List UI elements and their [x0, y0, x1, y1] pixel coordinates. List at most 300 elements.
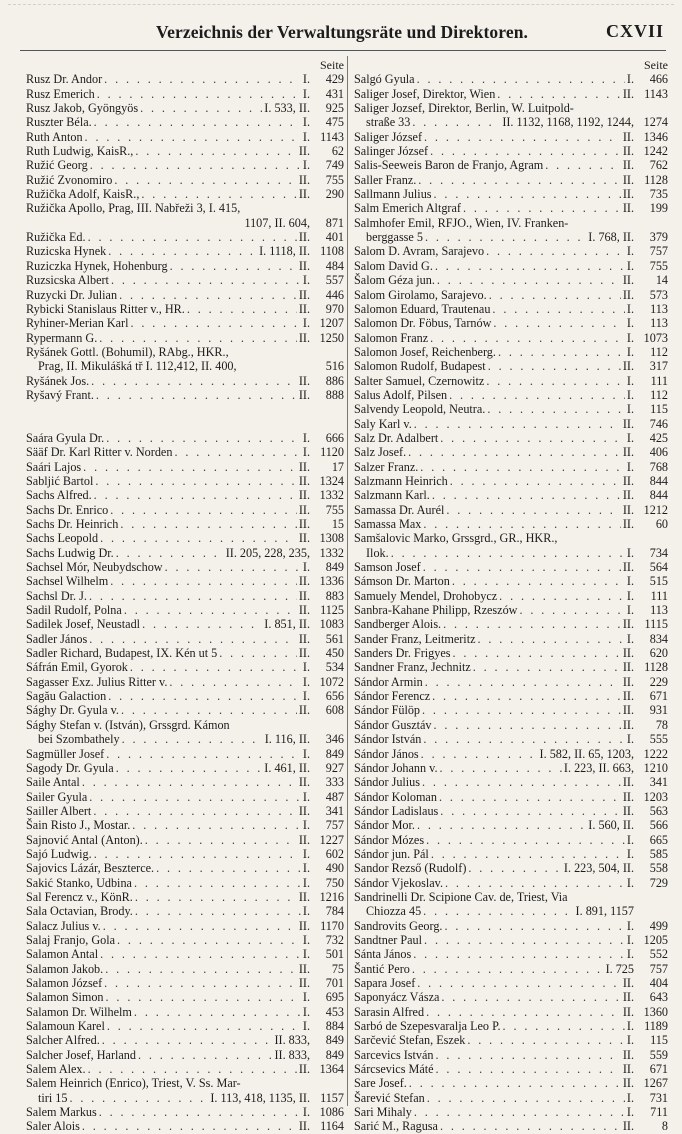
entry-name: Salaj Franjo, Gola: [26, 932, 116, 947]
entry-volume-ref: II.: [298, 287, 310, 302]
entry-volume-ref: II.: [298, 976, 310, 990]
index-entry: [26, 331, 344, 345]
entry-name: Sandner Franz, Jechnitz: [354, 660, 471, 675]
index-entry: [26, 259, 344, 273]
entry-volume-ref: I.: [302, 430, 310, 445]
index-entry: [354, 1105, 668, 1119]
entry-volume-ref: II.: [298, 1062, 310, 1077]
leader-dots: [422, 775, 621, 789]
entry-page: 466: [649, 72, 668, 87]
entry-volume-ref: I.: [302, 1105, 310, 1120]
leader-dots: [467, 1033, 625, 1047]
leader-dots: [452, 574, 625, 588]
leader-dots: [414, 1105, 625, 1119]
leader-dots: [519, 603, 624, 617]
entry-page: 1336: [319, 574, 344, 589]
entry-name: Sáfrán Emil, Gyorok: [26, 660, 128, 675]
entry-volume-ref: I.: [302, 86, 310, 101]
leader-dots: [99, 1105, 301, 1119]
leader-dots: [446, 503, 620, 517]
entry-volume-ref: I. 725: [605, 961, 634, 976]
leader-dots: [104, 976, 297, 990]
index-entry: [26, 589, 344, 603]
index-entry: [26, 703, 344, 717]
entry-name: Salamon Jakob.: [26, 961, 104, 976]
entry-page: 1143: [644, 86, 668, 101]
entry-volume-ref: I.: [626, 631, 634, 646]
entry-name: Salinger József: [354, 144, 429, 159]
index-entry: [354, 474, 668, 488]
entry-volume-ref: II.: [622, 473, 634, 488]
entry-name: Salacz Julius v.: [26, 918, 101, 933]
index-entry: [354, 130, 668, 144]
index-entry: [26, 1005, 344, 1019]
entry-volume-ref: II.: [298, 330, 310, 345]
entry-volume-ref: II.: [298, 646, 310, 661]
index-entry-continuation: [354, 230, 668, 244]
index-entry: [26, 158, 344, 172]
entry-name: Sajovics Lázár, Beszterce.: [26, 861, 155, 876]
index-entry: [26, 790, 344, 804]
entry-name: Sánta János: [354, 947, 412, 962]
index-entry: [26, 947, 344, 961]
entry-page: 557: [325, 273, 344, 288]
entry-volume-ref: I.: [302, 316, 310, 331]
index-entry: [354, 201, 668, 215]
index-entry: [26, 689, 344, 703]
header-rule: [20, 50, 666, 51]
entry-page: 757: [325, 818, 344, 833]
index-entry: [354, 431, 668, 445]
entry-volume-ref: I.: [302, 746, 310, 761]
entry-page: 849: [325, 1047, 344, 1062]
entry-page: 602: [325, 846, 344, 861]
leader-dots: [434, 718, 621, 732]
leader-dots: [116, 761, 263, 775]
index-entry: [26, 488, 344, 502]
index-entry: [354, 589, 668, 603]
entry-volume-ref: I.: [302, 875, 310, 890]
index-entry: [26, 718, 344, 732]
entry-volume-ref: II.: [622, 445, 634, 460]
entry-volume-ref: II.: [298, 775, 310, 790]
leader-dots: [488, 359, 621, 373]
entry-volume-ref: II. 205, 228, 235,: [225, 545, 310, 560]
index-entry: [354, 933, 668, 947]
index-entry: [26, 1119, 344, 1133]
entry-volume-ref: I. 113, 418, 1135, II.: [210, 1090, 310, 1105]
index-entry: [354, 503, 668, 517]
entry-volume-ref: I.: [626, 603, 634, 618]
right-column: [354, 58, 668, 1134]
entry-page: 115: [650, 402, 668, 417]
leader-dots: [95, 474, 296, 488]
index-entry: [26, 904, 344, 918]
index-entry: [26, 244, 344, 258]
entry-volume-ref: I.: [626, 932, 634, 947]
entry-volume-ref: II. 833,: [274, 1047, 310, 1062]
leader-dots: [436, 1048, 621, 1062]
entry-page: 515: [649, 574, 668, 589]
entry-page: 406: [649, 445, 668, 460]
entry-page: 665: [649, 832, 668, 847]
entry-name: Salamon Antal: [26, 947, 99, 962]
entry-page: 1346: [643, 129, 668, 144]
index-entry: [26, 574, 344, 588]
entry-volume-ref: II.: [298, 473, 310, 488]
index-entry: [354, 775, 668, 789]
entry-volume-ref: I. 1118, II.: [259, 244, 310, 259]
leader-dots: [444, 919, 624, 933]
leader-dots: [174, 445, 300, 459]
index-entry-continuation: [354, 115, 668, 129]
entry-volume-ref: II.: [622, 703, 634, 718]
index-entry: [354, 976, 668, 990]
leader-dots: [100, 947, 301, 961]
leader-dots: [116, 546, 224, 560]
entry-name: Salom David G.: [354, 258, 433, 273]
leader-dots: [493, 316, 625, 330]
entry-page: 446: [325, 287, 344, 302]
leader-dots: [423, 517, 620, 531]
index-entry-continuation: [354, 904, 668, 918]
entry-volume-ref: I.: [626, 846, 634, 861]
index-entry: [354, 675, 668, 689]
entry-name: Ruzicska Hynek: [26, 244, 107, 259]
entry-name: Samšalovic Marko, Grssgrd., GR., HKR.,: [354, 531, 558, 546]
entry-volume-ref: II.: [622, 287, 634, 302]
leader-dots: [432, 689, 621, 703]
entry-page: 113: [650, 603, 668, 618]
entry-page: 886: [325, 373, 344, 388]
entry-volume-ref: I.: [302, 115, 310, 130]
entry-volume-ref: I.: [626, 387, 634, 402]
index-entry: [26, 517, 344, 531]
entry-name: Salm Emerich Altgraf: [354, 201, 461, 216]
entry-page: 1203: [643, 789, 668, 804]
page-top-edge: [8, 4, 674, 13]
entry-name: Sandrinelli Dr. Scipione Cav. de, Triest, Via: [354, 889, 568, 904]
leader-dots: [114, 173, 297, 187]
entry-page: 111: [650, 588, 668, 603]
index-entry: [354, 689, 668, 703]
entry-name: Salem Heinrich (Enrico), Triest, V. Ss. Mar-: [26, 1076, 241, 1091]
entry-page: 732: [325, 932, 344, 947]
leader-dots: [439, 790, 621, 804]
entry-volume-ref: I.: [626, 1090, 634, 1105]
entry-name: Rusz Dr. Andor: [26, 72, 103, 87]
index-entry: [26, 1019, 344, 1033]
index-entry: [354, 187, 668, 201]
entry-name: Salamon Dr. Wilhelm: [26, 1004, 132, 1019]
entry-name: Šantić Pero: [354, 961, 410, 976]
leader-dots: [486, 244, 625, 258]
leader-dots: [423, 732, 625, 746]
entry-volume-ref: II.: [622, 646, 634, 661]
entry-page: 729: [649, 875, 668, 890]
entry-volume-ref: I. 533, II.: [264, 101, 310, 116]
entry-volume-ref: I.: [302, 158, 310, 173]
leader-dots: [99, 331, 297, 345]
right-entry-list: [354, 72, 668, 1133]
index-entry: [26, 115, 344, 129]
entry-page: 1170: [320, 918, 344, 933]
leader-dots: [121, 703, 297, 717]
leader-dots: [170, 259, 297, 273]
entry-name: Salis-Seeweis Baron de Franjo, Agram: [354, 158, 544, 173]
entry-volume-ref: I.: [626, 1033, 634, 1048]
entry-page: 1364: [319, 1062, 344, 1077]
index-entry: [26, 388, 344, 402]
entry-volume-ref: II.: [622, 976, 634, 990]
entry-page: 1267: [643, 1076, 668, 1091]
entry-volume-ref: I.: [626, 244, 634, 259]
entry-name: Ryšavý Frant.: [26, 387, 94, 402]
entry-page: 925: [325, 101, 344, 116]
entry-name: Salzmann Heinrich: [354, 473, 448, 488]
index-entry: [26, 660, 344, 674]
entry-name: Sagău Galaction: [26, 689, 107, 704]
leader-dots: [131, 316, 301, 330]
leader-dots: [440, 1119, 621, 1133]
leader-dots: [545, 158, 621, 172]
index-entry: [26, 431, 344, 445]
index-entry: [26, 316, 344, 330]
index-entry-continuation: [26, 1091, 344, 1105]
leader-dots: [435, 259, 625, 273]
leader-dots: [441, 990, 620, 1004]
entry-page: [634, 904, 668, 918]
entry-page: 484: [325, 258, 344, 273]
entry-name: Salcher Alfred.: [26, 1033, 100, 1048]
page-title: Verzeichnis der Verwaltungsräte und Direktoren.: [155, 22, 529, 42]
entry-page: 113: [650, 301, 668, 316]
entry-page: 1250: [319, 330, 344, 345]
entry-name: Sallmann Julius: [354, 187, 432, 202]
entry-page: 425: [649, 430, 668, 445]
leader-dots: [135, 904, 301, 918]
leader-dots: [468, 861, 562, 875]
entry-page: 643: [649, 990, 668, 1005]
entry-volume-ref: II.: [622, 416, 634, 431]
leader-dots: [452, 646, 620, 660]
entry-name: Rusz Emerich: [26, 86, 95, 101]
index-entry: [354, 345, 668, 359]
index-entry: [26, 646, 344, 660]
entry-name: Ruszter Béla.: [26, 115, 92, 130]
entry-name: Sachsl Dr. J.: [26, 588, 87, 603]
entry-volume-ref: I.: [626, 732, 634, 747]
entry-name: Sachs Dr. Heinrich: [26, 517, 119, 531]
entry-page: 1227: [319, 832, 344, 847]
entry-name: Sachs Alfred.: [26, 488, 92, 503]
index-entry: [26, 273, 344, 287]
leader-dots: [111, 273, 301, 287]
entry-name: tiri 15: [38, 1090, 68, 1105]
entry-name: Rusz Jakob, Gyöngyös: [26, 101, 139, 116]
entry-volume-ref: II.: [622, 775, 634, 790]
entry-volume-ref: I.: [302, 689, 310, 704]
entry-page: 849: [325, 560, 344, 575]
entry-name: Sághy Stefan v. (István), Grssgrd. Kámon: [26, 717, 230, 732]
entry-volume-ref: I.: [626, 574, 634, 589]
index-entry: [26, 187, 344, 201]
entry-page: 1108: [320, 244, 344, 259]
leader-dots: [430, 144, 621, 158]
index-entry: [354, 144, 668, 158]
entry-volume-ref: II.: [622, 187, 634, 202]
index-entry: [354, 990, 668, 1004]
entry-volume-ref: II.: [622, 201, 634, 216]
entry-name: Ružička Apollo, Prag, III. Nabřeži 3, I. 415,: [26, 201, 241, 216]
entry-volume-ref: I. 461, II.: [264, 760, 310, 775]
index-entry: [354, 1119, 668, 1133]
entry-page: [310, 345, 344, 359]
entry-name: straße 33: [366, 115, 411, 130]
leader-dots: [156, 861, 301, 875]
entry-page: 927: [325, 760, 344, 775]
leader-dots: [100, 531, 297, 545]
entry-name: Saliger Josef, Direktor, Wien: [354, 86, 496, 101]
entry-volume-ref: II.: [622, 144, 634, 159]
index-entry: [26, 761, 344, 775]
entry-volume-ref: II.: [298, 488, 310, 503]
leader-dots: [89, 589, 297, 603]
entry-volume-ref: I.: [302, 818, 310, 833]
entry-name: Sailler Albert: [26, 803, 92, 818]
entry-name: Sándor István: [354, 732, 422, 747]
entry-volume-ref: II.: [622, 689, 634, 704]
index-entry: [354, 374, 668, 388]
leader-dots: [97, 87, 301, 101]
entry-volume-ref: I.: [626, 1019, 634, 1034]
entry-page: 563: [649, 803, 668, 818]
entry-name: Sagmüller Josef: [26, 746, 105, 761]
leader-dots: [425, 230, 586, 244]
entry-page: 333: [325, 775, 344, 790]
leader-dots: [89, 790, 301, 804]
leader-dots: [108, 689, 301, 703]
leader-dots: [443, 617, 621, 631]
entry-volume-ref: II.: [298, 230, 310, 245]
index-entry: [354, 847, 668, 861]
entry-name: Ruzycki Dr. Julian: [26, 287, 118, 302]
entry-volume-ref: II.: [622, 359, 634, 374]
index-entry: [26, 861, 344, 875]
leader-dots: [88, 230, 297, 244]
entry-volume-ref: I.: [626, 258, 634, 273]
entry-page: 1210: [643, 760, 668, 775]
leader-dots: [122, 732, 263, 746]
entry-name: Salomon Eduard, Trautenau: [354, 301, 491, 316]
entry-name: Salz Josef.: [354, 445, 407, 460]
entry-name: Ilok.: [366, 545, 389, 560]
index-entry: [26, 933, 344, 947]
index-entry: [354, 1033, 668, 1047]
leader-dots: [498, 345, 625, 359]
entry-page: 734: [649, 545, 668, 560]
leader-dots: [422, 703, 621, 717]
leader-dots: [169, 675, 301, 689]
entry-name: Salomon Rudolf, Budapest: [354, 359, 486, 374]
index-entry: [354, 574, 668, 588]
entry-page: 749: [325, 158, 344, 173]
index-entry: [26, 302, 344, 316]
entry-volume-ref: I.: [626, 947, 634, 962]
entry-page: 1274: [643, 115, 668, 130]
index-entry: [354, 460, 668, 474]
entry-name: Salcher Josef, Harland: [26, 1047, 136, 1062]
index-entry: [354, 861, 668, 875]
entry-name: Salus Adolf, Pilsen: [354, 387, 448, 402]
entry-name: Sajó Ludwig.: [26, 846, 92, 861]
entry-volume-ref: I.: [626, 301, 634, 316]
entry-page: 671: [649, 1062, 668, 1077]
entry-page: 561: [325, 631, 344, 646]
entry-volume-ref: II.: [298, 918, 310, 933]
index-entry: [354, 617, 668, 631]
index-entry: [26, 976, 344, 990]
index-entry: [354, 890, 668, 904]
leader-dots: [426, 1005, 621, 1019]
entry-page: 555: [649, 732, 668, 747]
entry-volume-ref: I.: [626, 72, 634, 87]
leader-dots: [142, 617, 262, 631]
entry-name: Šain Risto J., Mostar.: [26, 818, 131, 833]
entry-page: 711: [650, 1105, 668, 1120]
leader-dots: [486, 374, 625, 388]
entry-name: Sadler János: [26, 631, 88, 646]
index-entry: [26, 804, 344, 818]
entry-name: Salamon Simon: [26, 990, 104, 1005]
leader-dots: [94, 115, 301, 129]
entry-volume-ref: I. 116, II.: [264, 732, 310, 747]
leader-dots: [440, 761, 562, 775]
entry-name: Sare Josef.: [354, 1076, 407, 1091]
leader-dots: [135, 144, 297, 158]
entry-name: Sándor Ladislaus: [354, 803, 439, 818]
entry-volume-ref: II.: [298, 172, 310, 187]
entry-page: [634, 216, 668, 230]
index-entry: [354, 273, 668, 287]
entry-name: Sander Franz, Leitmeritz: [354, 631, 476, 646]
leader-dots: [434, 187, 621, 201]
entry-name: Ružička Adolf, KaisR.,: [26, 187, 140, 202]
index-entry: [354, 488, 668, 502]
entry-page: 755: [325, 502, 344, 517]
entry-page: 1164: [320, 1119, 344, 1134]
entry-name: Saponyácz Vásza: [354, 990, 440, 1005]
entry-page: 784: [325, 904, 344, 919]
leader-dots: [409, 1076, 621, 1090]
entry-volume-ref: II.: [298, 1119, 310, 1134]
leader-dots: [418, 173, 621, 187]
entry-name: Salem Markus: [26, 1105, 97, 1120]
entry-page: 516: [325, 359, 344, 374]
entry-name: Sándor Gusztáv: [354, 717, 432, 732]
column-divider: [347, 56, 348, 1106]
index-entry: [354, 1062, 668, 1076]
entry-page: 1083: [319, 617, 344, 632]
leader-dots: [117, 933, 301, 947]
entry-volume-ref: II.: [622, 129, 634, 144]
leader-dots: [145, 833, 297, 847]
entry-name: Prag, II. Mikulášká tř I. 112,412, II. 400,: [38, 359, 237, 374]
entry-volume-ref: II.: [298, 889, 310, 904]
index-entry: [26, 775, 344, 789]
entry-name: Sándor Vjekoslav.: [354, 875, 444, 890]
leader-dots: [89, 632, 297, 646]
